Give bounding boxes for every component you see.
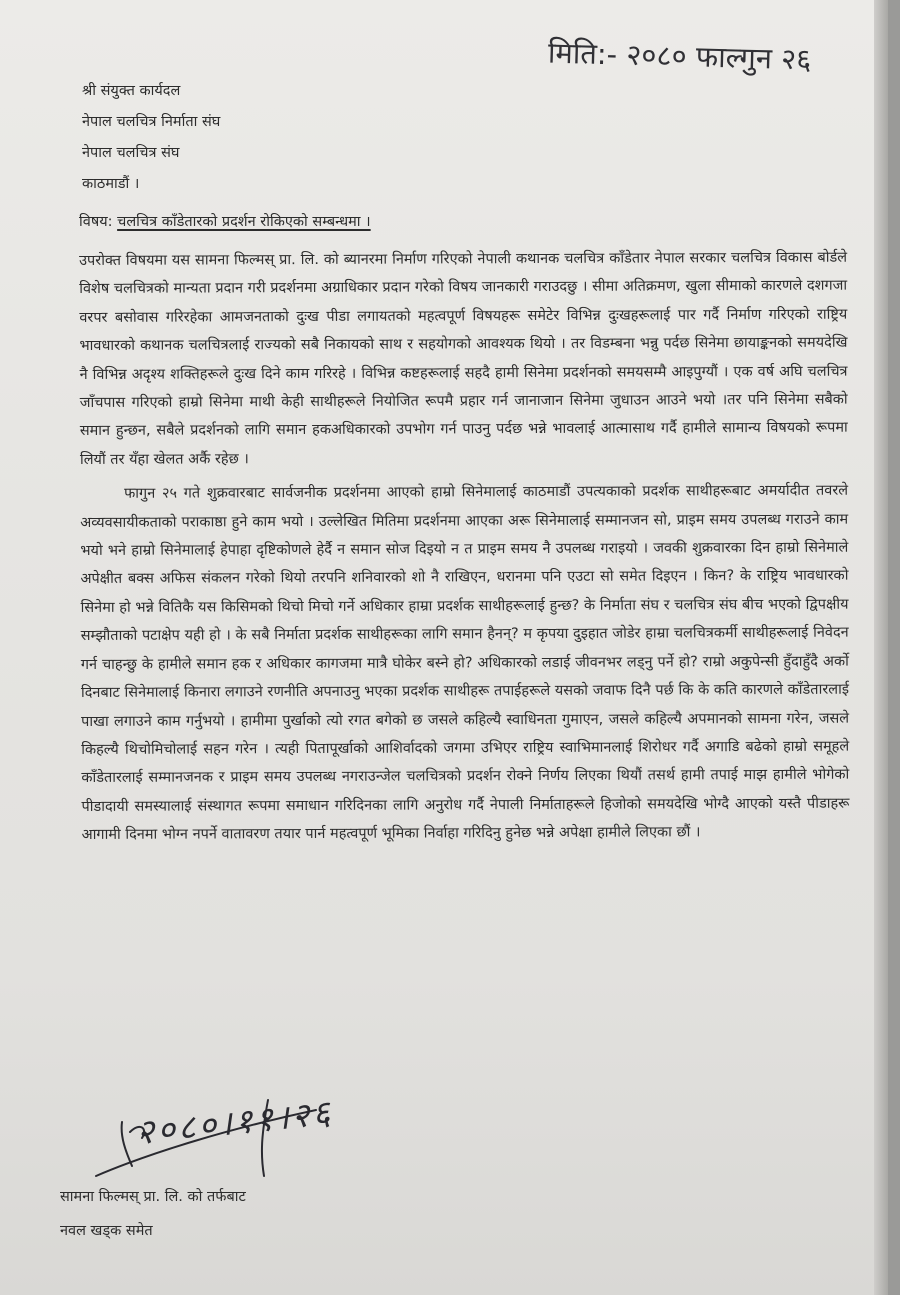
letter-body [79, 244, 850, 850]
handwritten-date: मिति:- २०८० फाल्गुन २६ [547, 35, 812, 77]
address-line-2: नेपाल चलचित्र निर्माता संघ [82, 114, 221, 130]
subject-line [79, 211, 371, 231]
body-paragraph-1: उपरोक्त विषयमा यस सामना फिल्मस् प्रा. लि. को ब्यानरमा निर्माण गरिएको नेपाली कथानक चलचित्र काँडेतार नेपाल सरकार चलचित्र विकास बोर्डले विशेष चलचित्रको मान्यता प्रदान गरी प्रदर्शनमा अग्राधिकार प्रदान गरेको विषय जानकारी गराउदछु । सीमा अतिक्रमण, खुला सीमाको कारणले दशगजा वरपर बसोवास गरिरहेका आमजनताको दुःख पीडा लगायतको महत्वपूर्ण विषयहरू समेटेर विभिन्न दुःखहरूलाई पार गर्दै निर्माण गरिएको राष्ट्रिय भावधारको कथानक चलचित्रलाई राज्यको सबै निकायको साथ र सहयोगको आवश्यक थियो । तर विडम्बना भन्नु पर्दछ सिनेमा छायाङ्कनको समयदेखि नै विभिन्न अदृश्य शक्तिहरूले दुःख दिने काम गरिरहे । विभिन्न कष्टहरूलाई सहदै हामी सिनेमा प्रदर्शनको समयसम्मै आइपुग्यौं । एक वर्ष अघि चलचित्र जाँचपास गरिएको हाम्रो सिनेमा माथी केही साथीहरूले नियोजित रूपमै प्रहार गर्न जानाजान सिनेमा जुधाउन आउने भयो ।तर पनि सिनेमा सबैको समान हुन्छन, सबैले प्रदर्शनको लागि समान हकअधिकारको उपभोग गर्न पाउनु पर्दछ भन्ने भावलाई आत्मासाथ गर्दै हामीले सामान्य विषयको रूपमा लियौं तर यँहा खेलत अर्कै रहेछ । [79, 249, 848, 468]
signature [92, 1092, 335, 1184]
address-line-3: नेपाल चलचित्र संघ [82, 145, 180, 161]
sender-company: सामना फिल्मस् प्रा. लि. को तर्फबाट [60, 1189, 246, 1205]
signature-scrawl: २०८०।११।२६ [134, 1092, 335, 1154]
sender-block [60, 1180, 246, 1248]
subject-text: चलचित्र काँडेतारको प्रदर्शन रोकिएको सम्बन्धमा । [117, 214, 371, 230]
subject-label: विषय: [79, 214, 113, 230]
recipient-address [82, 76, 220, 200]
body-paragraph-2: फागुन २५ गते शुक्रवारबाट सार्वजनीक प्रदर्शनमा आएको हाम्रो सिनेमालाई काठमाडौं उपत्यकाको प्रदर्शक साथीहरूबाट अमर्यादीत तवरले अव्यवसायीकताको पराकाष्ठा हुने काम भयो । उल्लेखित मितिमा प्रदर्शनमा आएका अरू सिनेमालाई सम्मानजन सो, प्राइम समय उपलब्ध गराउने काम भयो भने हाम्रो सिनेमालाई हेपाहा दृष्टिकोणले हेर्दै न समान सोज दिइयो न त प्राइम समय नै उपलब्ध गराइयो । जवकी शुक्रवारका दिन हाम्रो सिनेमाले अपेक्षीत बक्स अफिस संकलन गरेको थियो तरपनि शनिवारको शो नै राखिएन, धरानमा पनि एउटा सो समेत दिइएन । किन? के राष्ट्रिय भावधारको सिनेमा हो भन्ने वितिकै यस किसिमको थिचो मिचो गर्ने अधिकार हाम्रा प्रदर्शक साथीहरूलाई हुन्छ? के निर्माता संघ र चलचित्र संघ बीच भएको द्विपक्षीय सम्झौताको पटाक्षेप यही हो । के सबै निर्माता प्रदर्शक साथीहरूका लागि समान हैनन्? म कृपया दुइहात जोडेर हाम्रा चलचित्रकर्मी साथीहरूलाई निवेदन गर्न चाहन्छु के हामीले समान हक र अधिकार कागजमा मात्रै घोकेर बस्ने हो? अधिकारको लडाई जीवनभर लड्नु पर्ने हो? राम्रो अकुपेन्सी हुँदाहुँदै अर्को दिनबाट सिनेमालाई किनारा लगाउने रणनीति अपनाउनु भएका प्रदर्शक साथीहरू तपाईहरूले यसको जवाफ दिनै पर्छ कि के कति कारणले काँडेतारलाई पाखा लगाउने काम गर्नुभयो । हामीमा पुर्खाको त्यो रगत बगेको छ जसले कहिल्यै स्वाधिनता गुमाएन, जसले कहिल्यै अपमानको सामना गरेन, जसले किहल्यै थिचोमिचोलाई सहन गरेन । त्यही पितापूर्खाको आशिर्वादको जगमा उभिएर राष्ट्रिय स्वाभिमानलाई शिरोधर गर्दै अगाडि बढेको हाम्रो समूहले काँडेतारलाई सम्मानजनक र प्राइम समय उपलब्ध नगराउन्जेल चलचित्रको प्रदर्शन रोक्ने निर्णय लिएका थियौं तसर्थ हामी तपाई माझ हामीले भोगेको पीडादायी समस्यालाई संस्थागत रूपमा समाधान गरिदिनका लागि अनुरोध गर्दै नेपाली निर्माताहरूले हिजोको समयदेखि भोग्दै आएको यस्तै पीडाहरू आगामी दिनमा भोग्न नपर्ने वातावरण तयार पार्न महत्वपूर्ण भूमिका निर्वाहा गरिदिनु हुनेछ भन्ने अपेक्षा हामीले लिएका छौं । [80, 482, 850, 844]
address-line-4: काठमाडौं । [82, 176, 140, 192]
address-line-1: श्री संयुक्त कार्यदल [82, 83, 181, 99]
paper-edge [874, 0, 888, 1295]
sender-name: नवल खड्क समेत [60, 1223, 153, 1239]
